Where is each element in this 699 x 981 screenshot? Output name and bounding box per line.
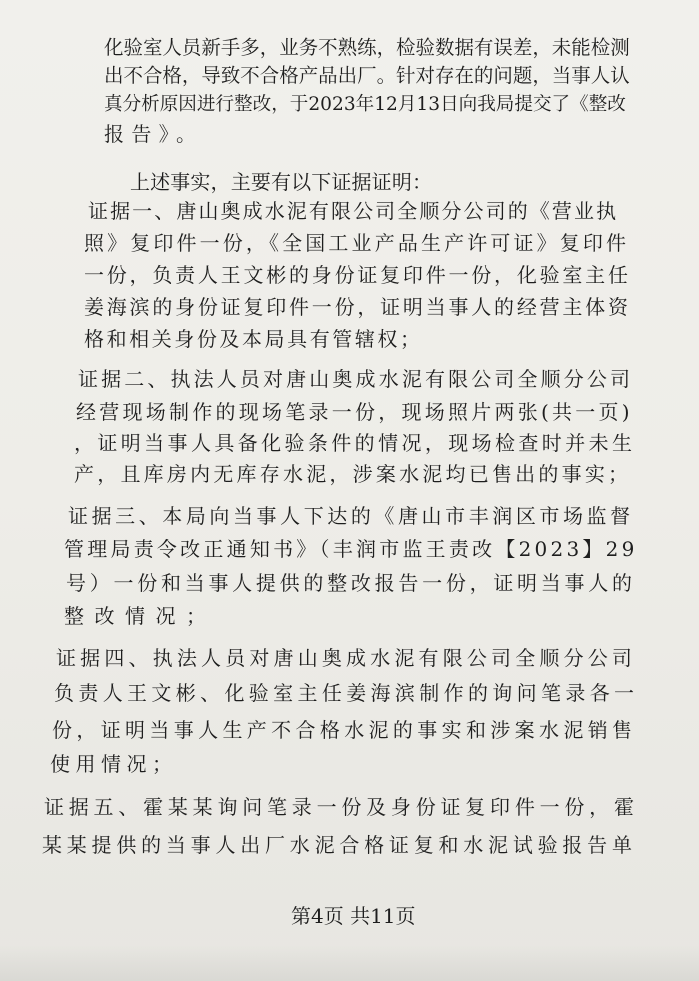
document-line: 证据四、执法人员对唐山奥成水泥有限公司全顺分公司 <box>56 646 637 670</box>
document-line: 证据二、执法人员对唐山奥成水泥有限公司全顺分公司 <box>78 367 634 391</box>
document-line: 姜海滨的身份证复印件一份，证明当事人的经营主体资 <box>84 295 631 319</box>
page-number-footer: 第4页 共11页 <box>291 904 416 928</box>
document-line: 使用情况； <box>50 752 178 776</box>
document-line: ，证明当事人具备化验条件的情况，现场检查时并未生 <box>74 431 636 455</box>
document-line: 证据一、唐山奥成水泥有限公司全顺分公司的《营业执 <box>88 199 619 223</box>
document-line: 产，且库房内无库存水泥，涉案水泥均已售出的事实； <box>74 462 632 486</box>
document-line: 证据三、本局向当事人下达的《唐山市丰润区市场监督 <box>68 504 634 528</box>
document-line: 真分析原因进行整改，于2023年12月13日向我局提交了《整改 <box>104 94 626 115</box>
document-line: 号）一份和当事人提供的整改报告一份，证明当事人的 <box>66 571 636 595</box>
document-line: 份，证明当事人生产不合格水泥的事实和涉案水泥销售 <box>52 718 637 742</box>
document-line: 出不合格，导致不合格产品出厂。针对存在的问题，当事人认 <box>104 64 630 87</box>
document-line: 照》复印件一份，《全国工业产品生产许可证》复印件 <box>84 231 630 255</box>
document-line: 某某提供的当事人出厂水泥合格证复和水泥试验报告单 <box>42 833 637 857</box>
document-line: 上述事实，主要有以下证据证明： <box>130 170 433 194</box>
document-line: 证据五、霍某某询问笔录一份及身份证复印件一份，霍 <box>44 795 639 819</box>
document-line: 报告》。 <box>104 122 204 146</box>
document-line: 负责人王文彬、化验室主任姜海滨制作的询问笔录各一 <box>54 681 639 705</box>
document-line: 整改情况； <box>64 604 217 628</box>
document-line: 管理局责令改正通知书》（丰润市监王责改【2023】29 <box>64 537 638 561</box>
document-line: 一份，负责人王文彬的身份证复印件一份，化验室主任 <box>84 263 631 287</box>
document-line: 经营现场制作的现场笔录一份，现场照片两张(共一页) <box>76 400 633 424</box>
document-line: 化验室人员新手多，业务不熟练，检验数据有误差，未能检测 <box>104 36 630 59</box>
document-line: 格和相关身份及本局具有管辖权； <box>84 327 423 351</box>
page-shadow <box>0 945 699 981</box>
